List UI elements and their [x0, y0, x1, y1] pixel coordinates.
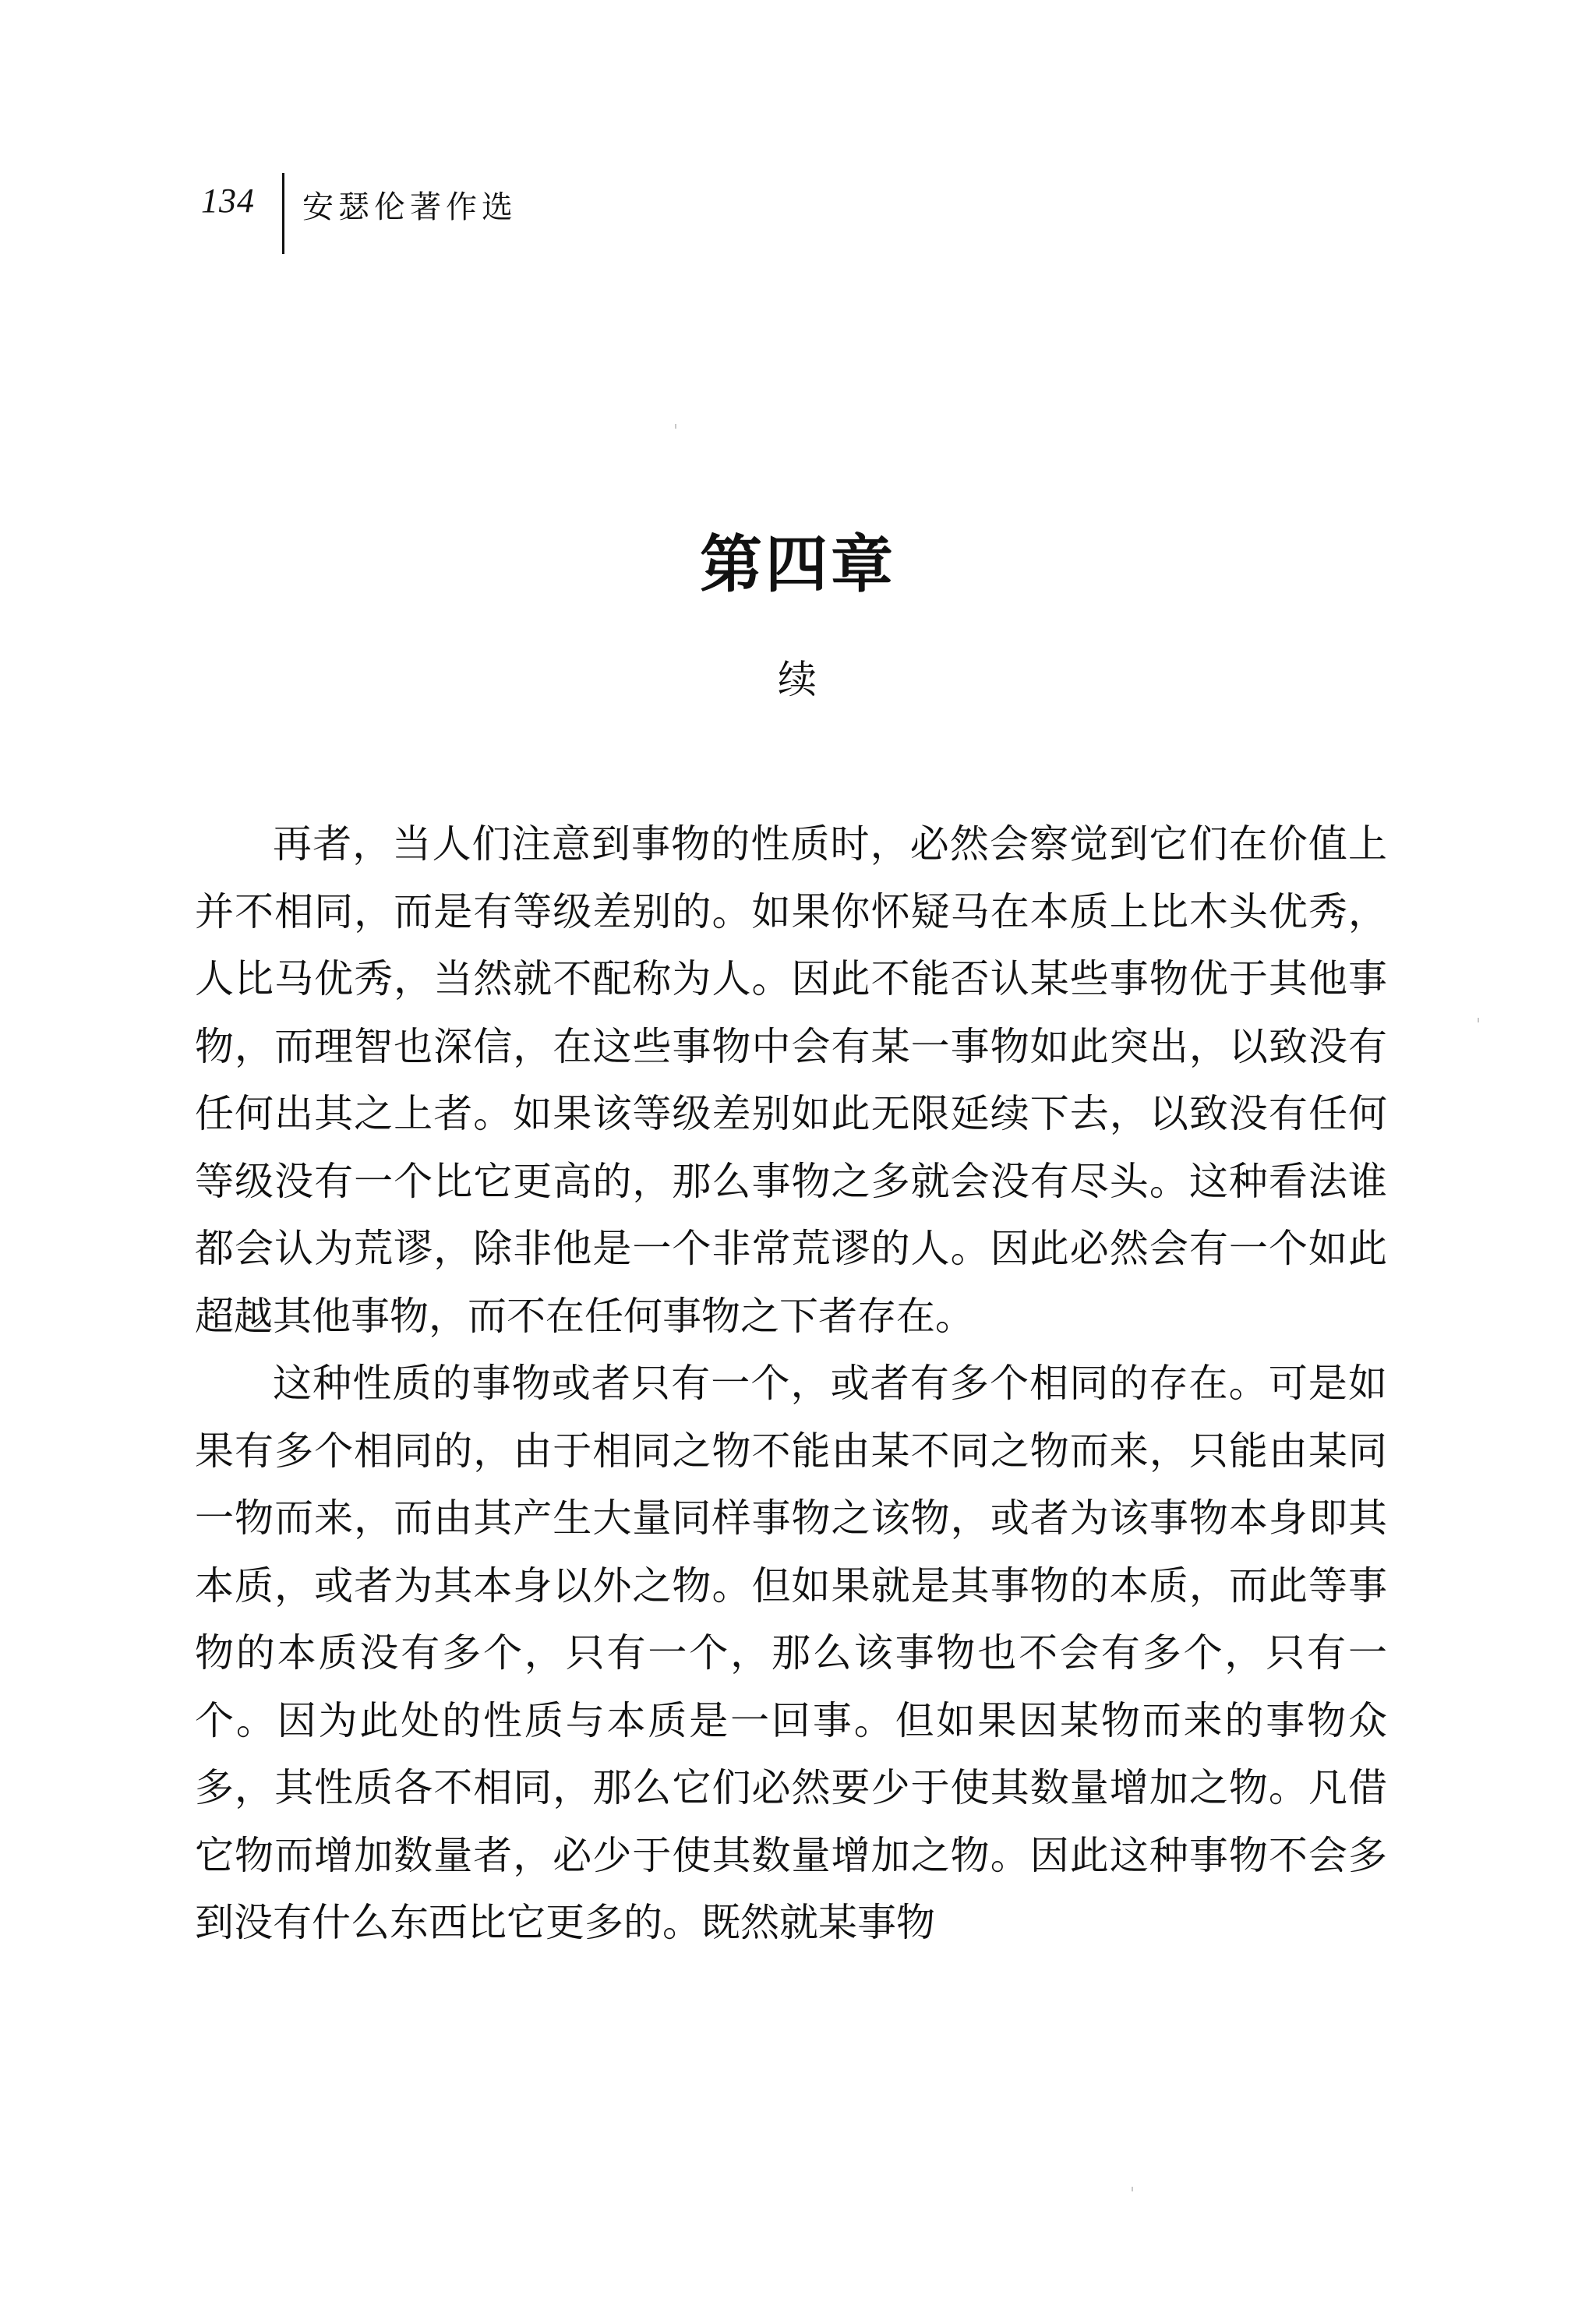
book-title: 安瑟伦著作选 [302, 189, 517, 225]
body-text [195, 810, 1387, 1957]
chapter-title: 第四章 [700, 528, 896, 601]
page-number: 134 [201, 182, 255, 220]
scan-speck [1478, 1018, 1479, 1022]
paragraph: 这种性质的事物或者只有一个，或者有多个相同的存在。可是如果有多个相同的，由于相同之物不能由某不同之物而来，只能由某同一物而来，而由其产生大量同样事物之该物，或者为该事物本身即其本质，或者为其本身以外之物。但如果就是其事物的本质，而此等事物的本质没有多个，只有一个，那么该事物也不会有多个，只有一个。因为此处的性质与本质是一回事。但如果因某物而来的事物众多，其性质各不相同，那么它们必然要少于使其数量增加之物。凡借它物而增加数量者，必少于使其数量增加之物。因此这种事物不会多到没有什么东西比它更多的。既然就某事物 [195, 1361, 1387, 1945]
chapter-subtitle: 续 [778, 657, 818, 702]
scan-speck [1132, 2187, 1133, 2191]
scan-speck [675, 424, 676, 429]
paragraph: 再者，当人们注意到事物的性质时，必然会察觉到它们在价值上并不相同，而是有等级差别的。如果你怀疑马在本质上比木头优秀，人比马优秀，当然就不配称为人。因此不能否认某些事物优于其他事物，而理智也深信，在这些事物中会有某一事物如此突出，以致没有任何出其之上者。如果该等级差别如此无限延续下去，以致没有任何等级没有一个比它更高的，那么事物之多就会没有尽头。这种看法谁都会认为荒谬，除非他是一个非常荒谬的人。因此必然会有一个如此超越其他事物，而不在任何事物之下者存在。 [195, 821, 1387, 1339]
header-divider [282, 173, 284, 254]
